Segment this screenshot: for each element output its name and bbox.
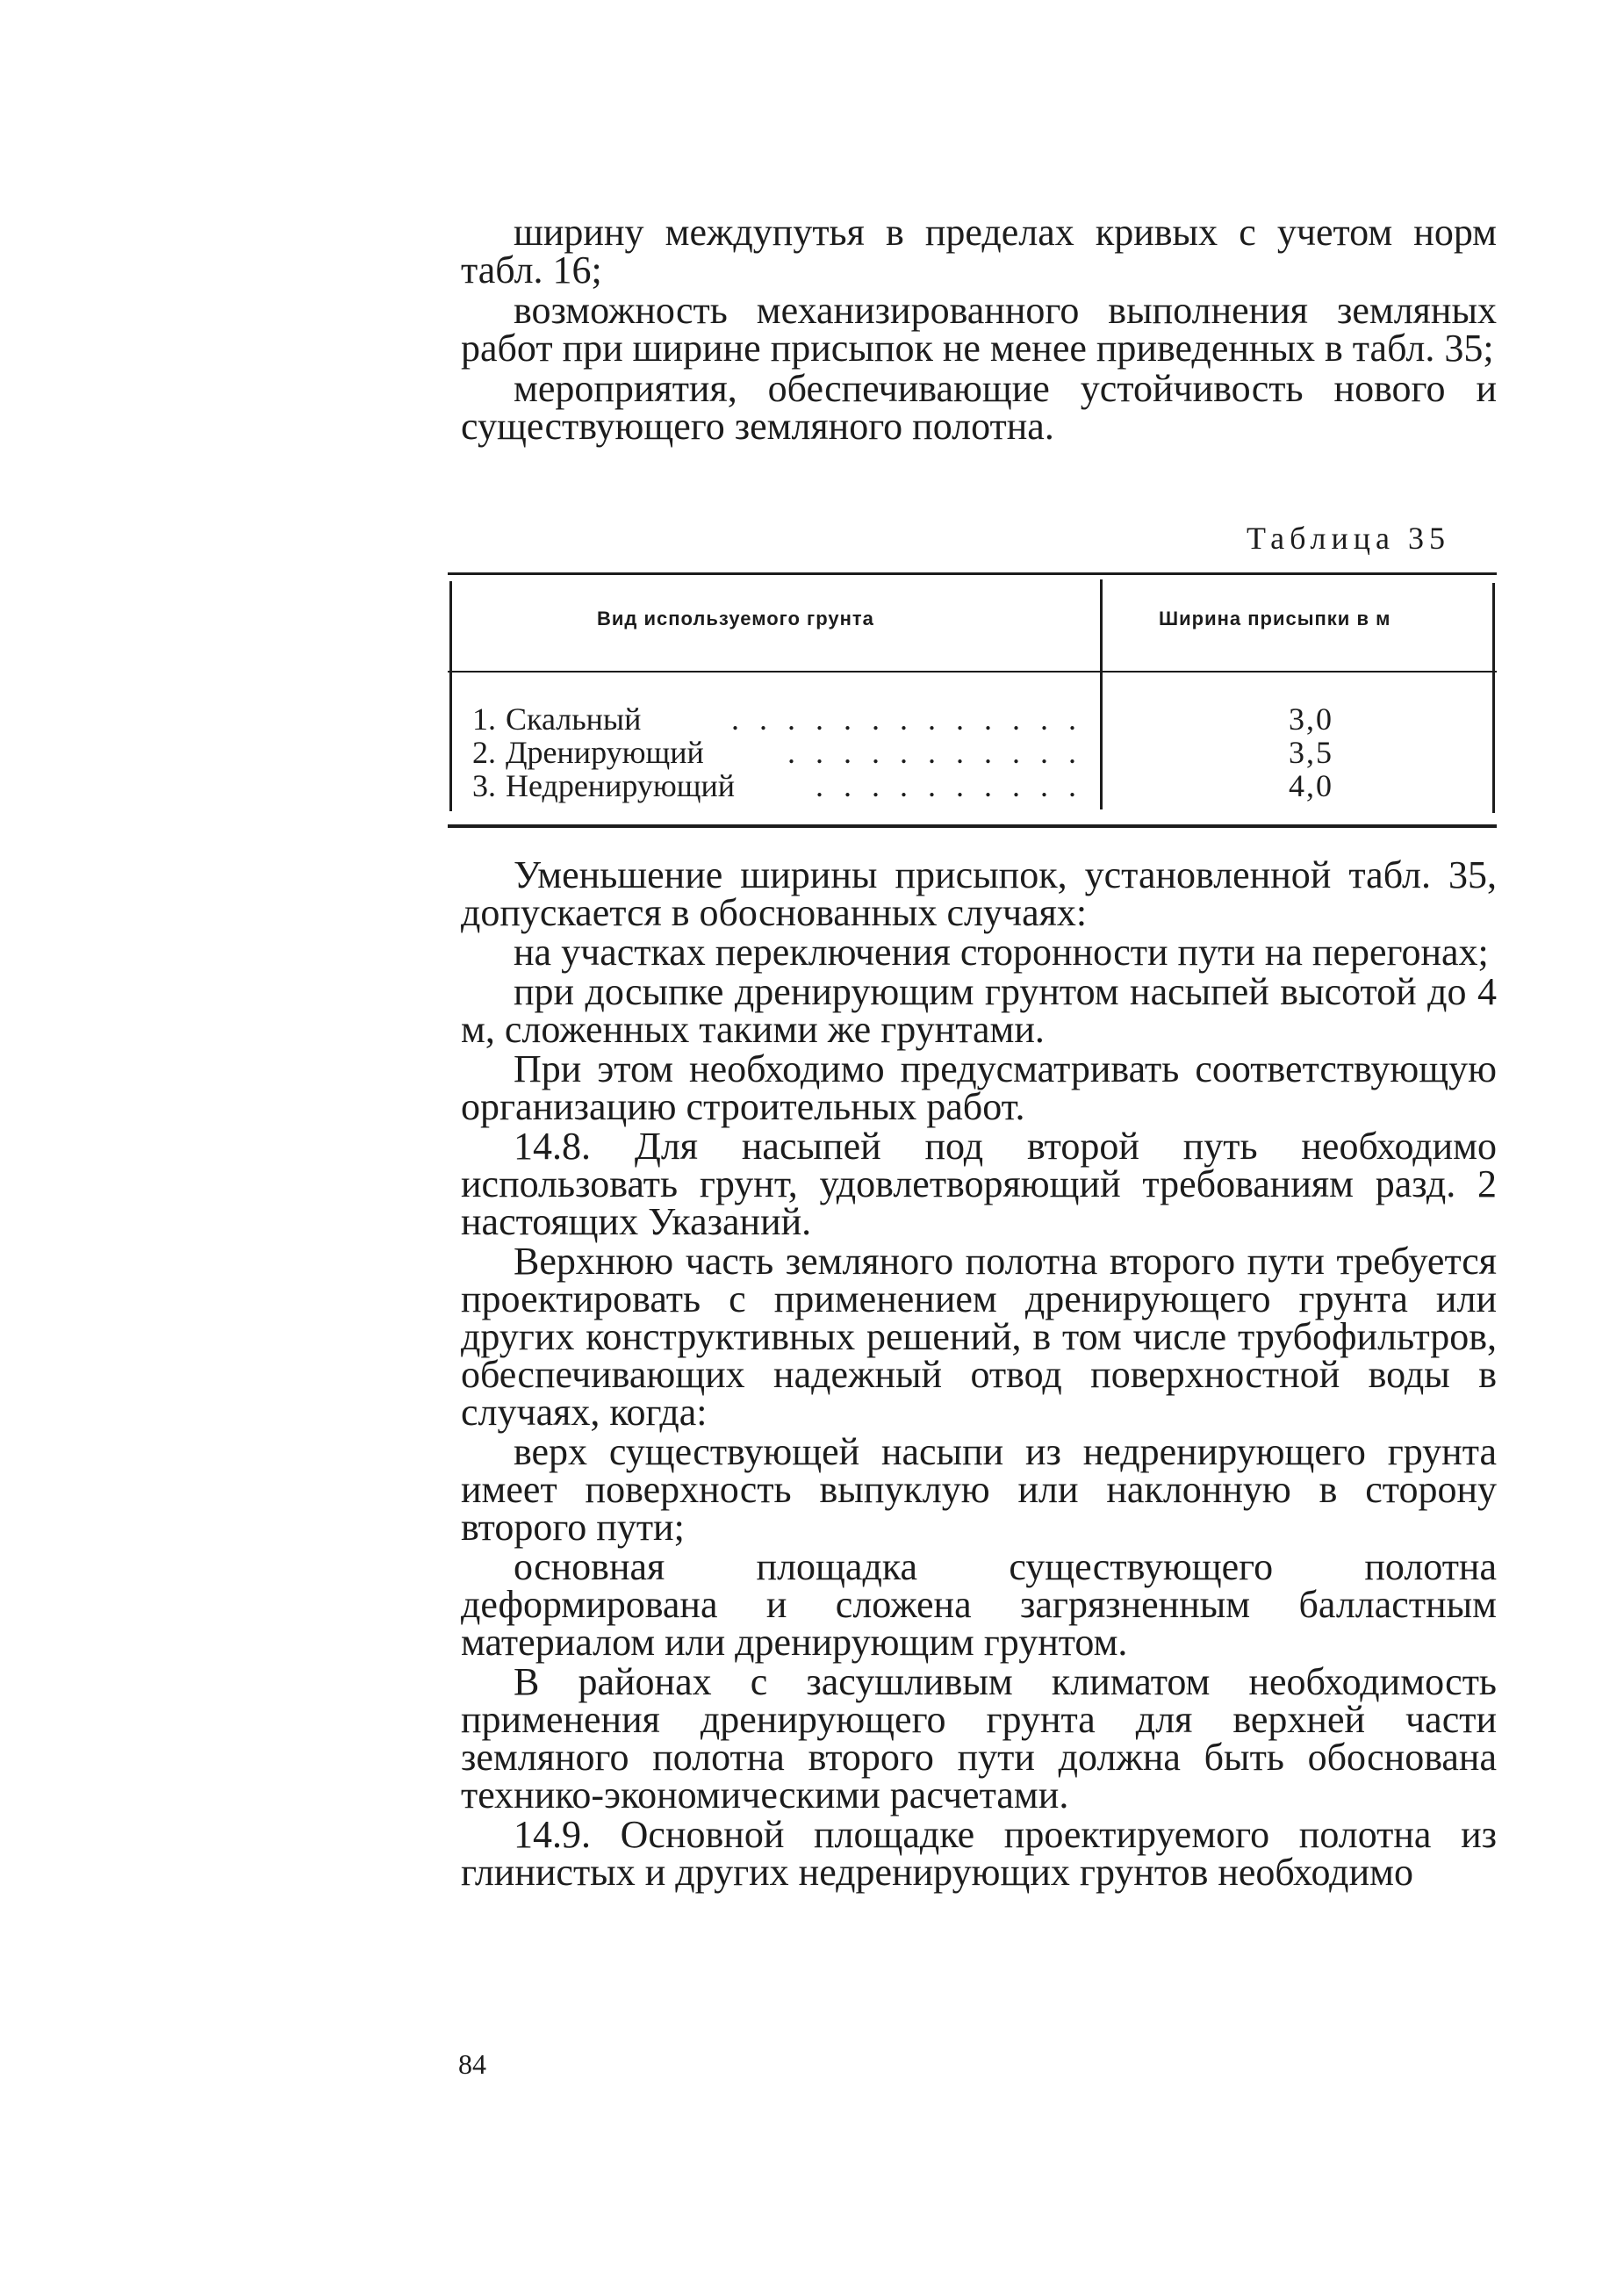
table-header-rule: [448, 671, 1497, 673]
table-left-border: [449, 581, 452, 811]
row-number: 1.: [472, 701, 496, 737]
row-number: 2.: [472, 735, 496, 770]
table-bottom-rule: [448, 824, 1497, 828]
table-header-width: Ширина присыпки в м: [1159, 608, 1391, 629]
intro-list: [461, 213, 1497, 448]
row-soil-name: Скальный: [506, 701, 642, 737]
body-paragraph-3: при досыпке дренирующим грунтом насыпей высотой до 4 м, сложенных такими же грунтами.: [461, 970, 1497, 1051]
body-paragraph-9: В районах с засушливым климатом необходимость применения дренирующего грунта для верхней части земляного полотна второго пути должна быть обоснована технико-экономическими расчетами.: [461, 1660, 1497, 1816]
table-row: [472, 736, 1482, 769]
intro-paragraph-3: мероприятия, обеспечивающие устойчивость нового и существующего земляного полотна.: [461, 367, 1497, 448]
row-soil-name: Дренирующий: [506, 735, 704, 770]
table-body: [472, 702, 1482, 802]
section-14-8-paragraph: 14.8. Для насыпей под второй путь необходимо использовать грунт, удовлетворяющий требованиям разд. 2 настоящих Указаний.: [461, 1125, 1497, 1243]
table-row: [472, 702, 1482, 736]
main-text: [461, 853, 1497, 1894]
row-leader-dots: . . . . . . . . . . .: [787, 735, 1082, 770]
table-header-soil-type: Вид используемого грунта: [597, 608, 874, 629]
table-top-rule: [448, 572, 1497, 575]
body-paragraph-6: Верхнюю часть земляного полотна второго пути требуется проектировать с применением дренирующего грунта или других конструктивных решений, в том числе трубофильтров, обеспечивающих надежный отвод поверхностной воды в случаях, когда:: [461, 1240, 1497, 1434]
table-right-border: [1492, 583, 1495, 813]
soil-width-table: [448, 572, 1497, 829]
intro-paragraph-2: возможность механизированного выполнения земляных работ при ширине присыпок не менее приведенных в табл. 35;: [461, 289, 1497, 370]
row-leader-dots: . . . . . . . . . .: [816, 768, 1082, 803]
row-leader-dots: . . . . . . . . . . . . .: [731, 701, 1082, 737]
body-paragraph-8: основная площадка существующего полотна деформирована и сложена загрязненным балластным материалом или дренирующим грунтом.: [461, 1545, 1497, 1664]
row-soil-name: Недренирующий: [506, 768, 735, 803]
section-14-9-paragraph: 14.9. Основной площадке проектируемого полотна из глинистых и других недренирующих грунтов необходимо: [461, 1813, 1497, 1894]
row-width-value: 3,5: [1289, 735, 1333, 770]
body-paragraph-1: Уменьшение ширины присыпок, установленной табл. 35, допускается в обоснованных случаях:: [461, 853, 1497, 934]
table-caption: Таблица 35: [1247, 521, 1450, 556]
intro-paragraph-1: ширину междупутья в пределах кривых с учетом норм табл. 16;: [461, 211, 1497, 291]
table-row: [472, 769, 1482, 802]
body-paragraph-2: на участках переключения сторонности пути на перегонах;: [514, 931, 1489, 974]
row-width-value: 4,0: [1289, 768, 1333, 803]
row-number: 3.: [472, 768, 496, 803]
body-paragraph-4: При этом необходимо предусматривать соответствующую организацию строительных работ.: [461, 1047, 1497, 1128]
page-number: 84: [458, 2048, 486, 2080]
row-width-value: 3,0: [1289, 701, 1333, 737]
body-paragraph-7: верх существующей насыпи из недренирующего грунта имеет поверхность выпуклую или наклонную в сторону второго пути;: [461, 1430, 1497, 1549]
